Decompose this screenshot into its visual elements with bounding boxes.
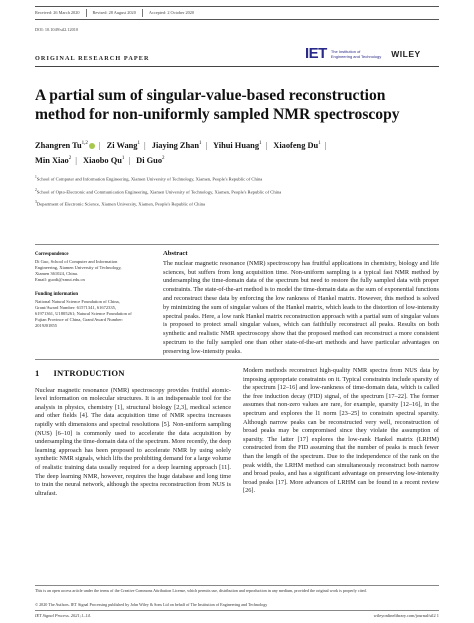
license-footnote: This is an open access article under the terms of the Creative Commons Attribution License, which permits use, distribution and reproduction in any medium, provided the original work is properly cited.: [35, 588, 367, 593]
header-divider: [35, 66, 439, 67]
paper-title: A partial sum of singular-value-based reconstruction method for non-uniformly sampled NMR spectroscopy: [35, 87, 400, 123]
funding-block: Funding information National Natural Science Foundation of China, Grant/Award Number: 61571341, 61672335, 61971361, U1805261; Natural Science Foundation of Fujian Province of China, Grant/Award Number: 2019J01855: [35, 292, 155, 329]
footer-divider: [35, 610, 439, 611]
author-affil-ref: 1: [199, 141, 202, 146]
author-affil-ref: 1: [121, 155, 125, 161]
iet-sub-line-2: Engineering and Technology: [330, 53, 382, 59]
wiley-logo: WILEY: [391, 48, 421, 59]
iet-logo-text: IET: [305, 45, 327, 62]
author-affil-ref: 1,2: [81, 141, 88, 146]
author-name[interactable]: Zi Wang: [106, 140, 138, 150]
article-type: ORIGINAL RESEARCH PAPER: [35, 55, 150, 62]
revised-date: Revised: 28 August 2020: [87, 9, 143, 17]
abstract-heading: Abstract: [163, 250, 188, 257]
section-heading: [35, 369, 231, 378]
journal-citation: IET Signal Process. 2021;1–14.: [35, 613, 91, 618]
affiliation: $^2$School of Opto-Electronic and Communication Engineering, Xiamen University of Technology, Xiamen, People's Republic of China: [35, 187, 282, 195]
body-column-left: [35, 367, 231, 498]
journal-url[interactable]: wileyonlinelibrary.com/journal/sil2 1: [373, 613, 439, 618]
affiliation: $^3$Department of Electronic Science, Xiamen University, Xiamen, People's Republic of China: [35, 200, 206, 207]
orcid-icon[interactable]: [89, 143, 95, 149]
author-name[interactable]: Di Guo: [136, 155, 163, 165]
funding-heading: Funding information: [35, 292, 79, 297]
body-paragraph: Nuclear magnetic resonance (NMR) spectroscopy provides fruitful atomic-level information on molecular structures. It is an indispensable tool for the analysis in physics, chemistry [1], structural biology [2,3], medical science and other fields [4]. The data acquisition time of NMR spectra increases rapidly with dimensions and spectral resolutions [5]. Non-uniform sampling (NUS) [6–10] is commonly used to accelerate the data acquisition by undersampling the time-domain data of the spectrum. More recently, the deep learning approach has been proposed to accelerate NMR by using solely synthetic NMR signals, which lifts the prohibiting demand for a large volume of realistic training data usually required for a deep learning approach [11]. The deep learning NMR, however, requires the huge database and long time to train the neural network, although the spectra reconstruction from NUS is ultrafast.: [35, 386, 231, 497]
correspondence-block: Correspondence Di Guo, School of Computer and Information Engineering, Xiamen University of Technology, Xiamen 361024, China. Email: guodi@xmut.edu.cn: [35, 252, 155, 283]
author-name[interactable]: Min Xiao: [35, 155, 69, 165]
author-list: Zhangren Tu$^{1,2}$ | Zi Wang$^1$ | Jiaying Zhan$^1$ | Yihui Huang$^1$ | Xiaofeng Du$^1$ | Min Xiao$^2$ | Xiaobo Qu$^1$ | Di Guo$^2$: [35, 140, 327, 165]
iet-logo: [305, 45, 381, 62]
copyright-notice: © 2020 The Authors. IET Signal Processing published by John Wiley & Sons Ltd on behalf of The Institution of Engineering and Technology: [35, 602, 268, 607]
author-name[interactable]: Zhangren Tu: [35, 140, 82, 150]
accepted-date: Accepted: 2 October 2020: [148, 10, 195, 15]
author-name[interactable]: Xiaobo Qu: [83, 155, 122, 165]
author-affil-ref: 1: [259, 141, 262, 146]
section-number: 1: [35, 368, 40, 378]
submission-dates: [35, 6, 439, 20]
section-divider: [35, 244, 439, 245]
author-name[interactable]: Yihui Huang: [213, 140, 260, 150]
body-column-right: [243, 367, 439, 496]
author-affil-ref: 2: [162, 155, 165, 161]
abstract-divider: [35, 359, 439, 360]
author-affil-ref: 2: [68, 155, 72, 161]
author-name[interactable]: Xiaofeng Du: [273, 140, 319, 150]
publisher-logos: [305, 45, 421, 62]
doi[interactable]: DOI: 10.1049/sil2.12010: [35, 27, 79, 32]
footnote-divider: [35, 585, 439, 586]
body-paragraph: Modern methods reconstruct high-quality NMR spectra from NUS data by imposing appropriate constraints on it. Typical constraints include sparsity of the spectrum [12–16] and low-rankness of time-domain data, which is called the free induction decay (FID) signal, of the spectrum [17–22]. The former assumes that non-zero values are rare, for example, sparsity [12–16], in the spectrum and explores the l1 norm [23–25] to constrain spectral sparsity. Although narrow peaks can be reconstructed very well, reconstruction of broad peaks may be compromised since they violate the assumption of sparsity. The latter [17] explores the low-rank Hankel matrix (LRHM) constructed from the FID assuming that the number of peaks is much fewer than the length of the spectrum. Due to the independence of the rank on the peak width, the LRHM method can simultaneously reconstruct both narrow and broad peaks, and has a significant advantage on preserving low-intensity broad peaks [17]. More advances of LRHM can be found in a recent review [26].: [243, 367, 439, 495]
iet-sub-line-1: The Institution of: [330, 48, 361, 54]
received-date: Received: 26 March 2020: [35, 9, 87, 17]
author-affil-ref: 1: [318, 141, 321, 146]
author-affil-ref: 1: [137, 141, 140, 146]
author-name[interactable]: Jiaying Zhan: [151, 140, 200, 150]
correspondence-column: [35, 252, 155, 338]
affiliation: $^1$School of Computer and Information Engineering, Xiamen University of Technology, Xiamen, People's Republic of China: [35, 175, 263, 182]
abstract: [163, 250, 439, 357]
abstract-text: The nuclear magnetic resonance (NMR) spectroscopy has fruitful applications in chemistry, biology and life sciences, but suffers from long acquisition time. Non-uniform sampling is a typical fast NMR method by undersampling the time-domain data of the spectrum but need to restore the fully sampled data with proper constraints. The state-of-the-art method is to model the time-domain data as the sum of exponential functions and reconstruct these data by enforcing the low rankness of Hankel matrix. However, this method is solved by minimizing the sum of singular values of the Hankel matrix, which leads to the distortion of low-intensity spectral peaks. Here, a low rank Hankel matrix reconstruction approach with a partial sum of singular values is proposed to protect small singular values, which can faithfully reconstruct all peaks. Results on both synthetic and realistic NMR spectroscopy show that the proposed method can reconstruct a more consistent spectrum to the fully sampled one than other state-of-the-art methods and have particular advantages on preserving low-intensity peaks.: [163, 259, 439, 355]
correspondence-email[interactable]: Email: guodi@xmut.edu.cn: [35, 277, 85, 282]
correspondence-heading: Correspondence: [35, 252, 69, 257]
section-title: INTRODUCTION: [53, 368, 125, 378]
affiliations: [35, 174, 439, 212]
